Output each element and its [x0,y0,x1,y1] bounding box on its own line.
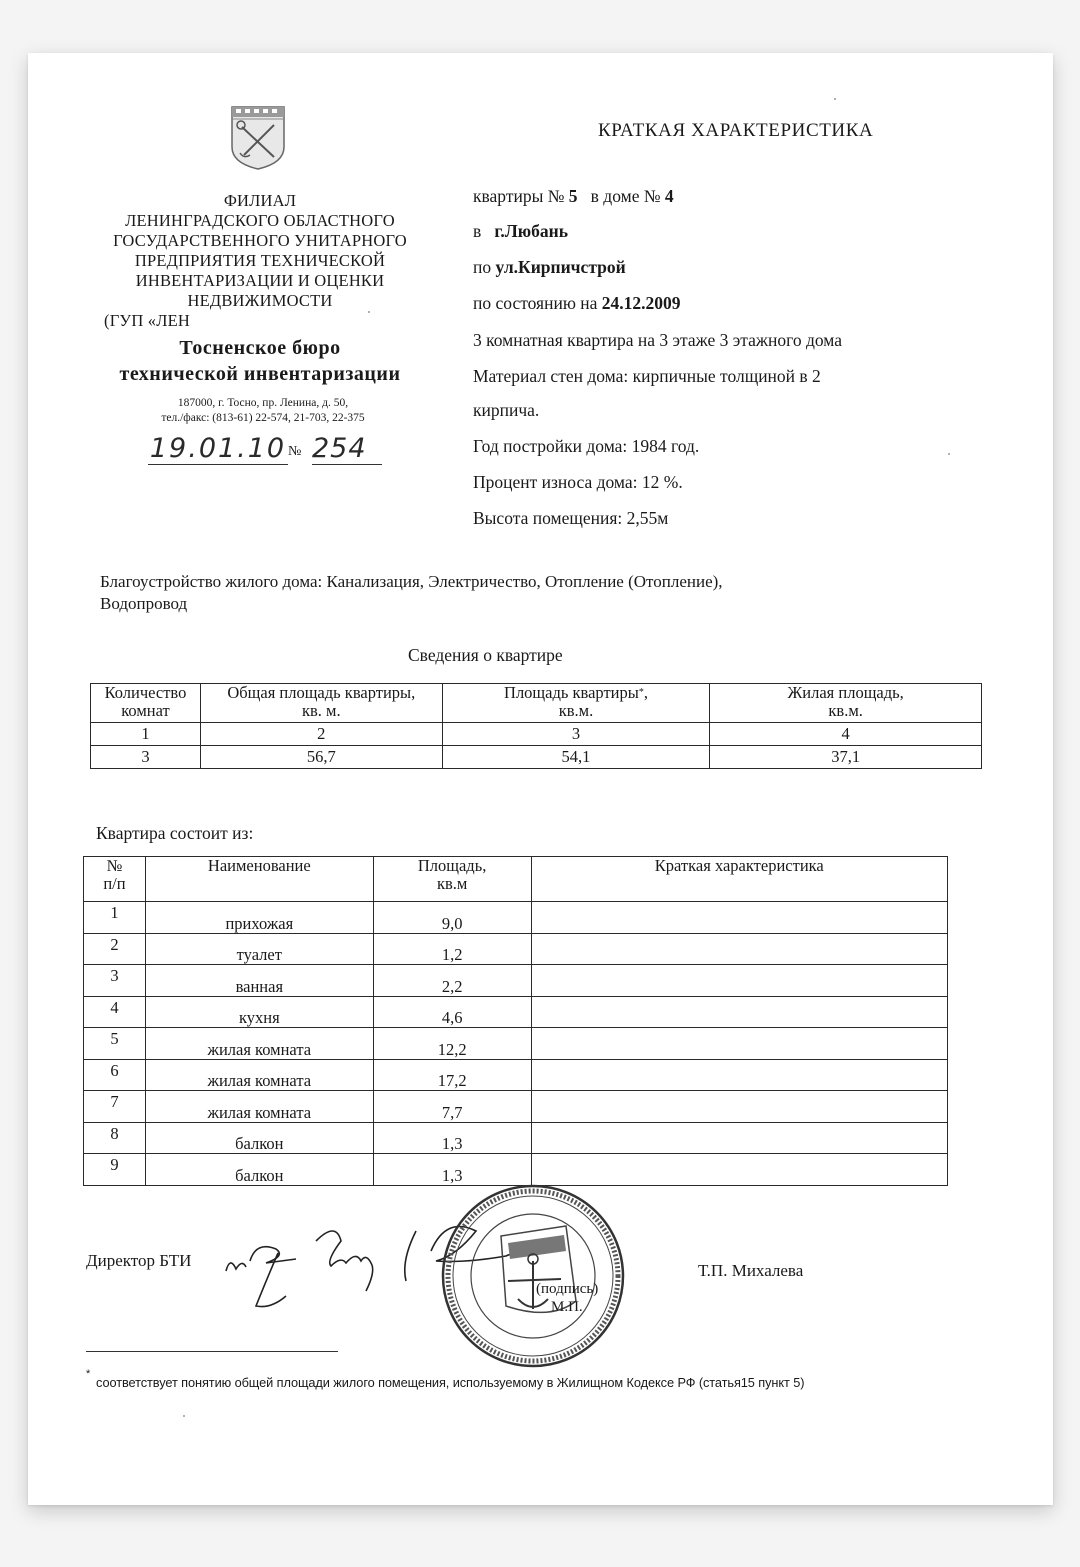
room-description [531,933,947,965]
street-line [473,256,943,278]
footnote-marker: * [638,687,644,698]
room-number: 3 [84,965,146,997]
amenities-line: Водопровод [100,594,188,613]
column-number: 2 [200,723,442,746]
rooms-table-title: Квартира состоит из: [96,823,254,843]
room-row [84,902,948,934]
room-number: 2 [84,933,146,965]
wear-percent: Процент износа дома: 12 %. [473,472,683,492]
rooms-header-row [84,857,948,902]
room-area: 1,3 [373,1122,531,1154]
room-name: прихожая [145,902,373,934]
room-row [84,965,948,997]
room-row [84,1122,948,1154]
organization-name [100,191,420,331]
stamp-place-caption: М.П. [551,1299,583,1315]
room-description [531,1028,947,1060]
as-of-date: 24.12.2009 [601,293,681,313]
room-number: 8 [84,1122,146,1154]
footnote-marker: * [86,1368,91,1380]
room-name: жилая комната [145,1091,373,1123]
room-row [84,1028,948,1060]
room-name: балкон [145,1122,373,1154]
room-number: 6 [84,1059,146,1091]
apartment-line [473,185,943,207]
as-of-line [473,292,943,314]
room-area: 1,2 [373,933,531,965]
column-number-row [91,723,982,746]
scan-speck [183,1415,185,1417]
org-line: (ГУП «ЛЕН [104,311,190,330]
contact-line: тел./факс: (813-61) 22-574, 21-703, 22-375 [161,412,365,424]
apartment-area: 54,1 [442,746,710,769]
room-number: 4 [84,996,146,1028]
signatory-title: Директор БТИ [86,1251,192,1270]
room-description [531,1059,947,1091]
scan-speck [368,311,370,313]
house-prefix: в доме № [590,186,661,206]
wall-material: Материал стен дома: кирпичные толщиной в 2 [473,366,821,386]
address-line: 187000, г. Тосно, пр. Ленина, д. 50, [177,397,349,409]
room-row [84,933,948,965]
wall-material-cont: кирпича. [473,400,540,420]
room-name: балкон [145,1154,373,1186]
scan-speck [834,98,836,100]
room-name: ванная [145,965,373,997]
header-room-count: Количество комнат [91,684,201,723]
registration-line [148,433,408,467]
header-apartment-area: Площадь квартиры*, кв.м. [442,684,710,723]
total-area: 56,7 [200,746,442,769]
rooms-floor: 3 комнатная квартира на 3 этаже 3 этажного дома [473,330,842,350]
summary-header-row [91,684,982,723]
bureau-line: технической инвентаризации [119,363,401,385]
room-description [531,902,947,934]
registration-number-label: № [288,444,302,459]
room-row [84,1091,948,1123]
header-total-area: Общая площадь квартиры, кв. м. [200,684,442,723]
coat-of-arms-icon [228,103,288,171]
org-line: ПРЕДПРИЯТИЯ ТЕХНИЧЕСКОЙ [134,251,386,270]
street: ул.Кирпичстрой [495,257,626,277]
room-description [531,1122,947,1154]
room-row [84,996,948,1028]
living-area: 37,1 [710,746,982,769]
org-line: ЛЕНИНГРАДСКОГО ОБЛАСТНОГО [125,211,395,230]
org-line: ФИЛИАЛ [223,191,297,210]
summary-table [90,683,982,769]
year-built: Год постройки дома: 1984 год. [473,436,700,456]
header-description: Краткая характеристика [531,857,947,902]
city-line [473,220,943,242]
room-name: туалет [145,933,373,965]
signatory-name: Т.П. Михалева [698,1261,804,1280]
amenities [100,571,920,615]
street-prefix: по [473,257,492,277]
bureau-name [90,335,430,387]
scan-speck [948,453,950,455]
header-number: № п/п [84,857,146,902]
room-number: 9 [84,1154,146,1186]
apartment-prefix: квартиры № [473,186,565,206]
org-line: ИНВЕНТАРИЗАЦИИ И ОЦЕНКИ [135,271,385,290]
bureau-address [108,396,418,426]
bureau-line: Тосненское бюро [179,337,341,359]
room-area: 4,6 [373,996,531,1028]
room-area: 7,7 [373,1091,531,1123]
room-number: 7 [84,1091,146,1123]
room-area: 12,2 [373,1028,531,1060]
room-description [531,1091,947,1123]
apartment-number: 5 [568,186,578,206]
header-living-area: Жилая площадь, кв.м. [710,684,982,723]
room-name: жилая комната [145,1059,373,1091]
org-line: ГОСУДАРСТВЕННОГО УНИТАРНОГО [113,231,407,250]
column-number: 1 [91,723,201,746]
header-name: Наименование [145,857,373,902]
room-description [531,965,947,997]
ceiling-height: Высота помещения: 2,55м [473,508,669,528]
official-stamp-icon [436,1181,631,1371]
house-number: 4 [664,186,674,206]
summary-values-row [91,746,982,769]
room-area: 9,0 [373,902,531,934]
column-number: 3 [442,723,710,746]
document-page [28,53,1053,1505]
city: г.Любань [494,221,568,241]
summary-table-title: Сведения о квартире [408,645,563,665]
city-prefix: в [473,221,482,241]
document-title: КРАТКАЯ ХАРАКТЕРИСТИКА [598,120,874,141]
room-description [531,996,947,1028]
room-area: 2,2 [373,965,531,997]
room-count: 3 [91,746,201,769]
room-row [84,1059,948,1091]
room-name: жилая комната [145,1028,373,1060]
column-number: 4 [710,723,982,746]
header-area: Площадь, кв.м [373,857,531,902]
room-number: 1 [84,902,146,934]
registration-date: 19.01.10 [149,433,287,464]
signature-caption: (подпись) [536,1281,599,1297]
org-line: НЕДВИЖИМОСТИ [187,291,333,310]
amenities-line: Благоустройство жилого дома: Канализация, Электричество, Отопление (Отопление), [100,572,723,591]
room-name: кухня [145,996,373,1028]
room-number: 5 [84,1028,146,1060]
rooms-table [83,856,948,1186]
footnote-text: соответствует понятию общей площади жилого помещения, используемому в Жилищном Кодексе РФ (статья15 пункт 5) [96,1375,805,1390]
room-area: 1,3 [373,1154,531,1186]
registration-number: 254 [312,433,382,465]
room-area: 17,2 [373,1059,531,1091]
footnote [86,1368,805,1390]
as-of-prefix: по состоянию на [473,293,598,313]
footnote-divider [86,1351,338,1352]
